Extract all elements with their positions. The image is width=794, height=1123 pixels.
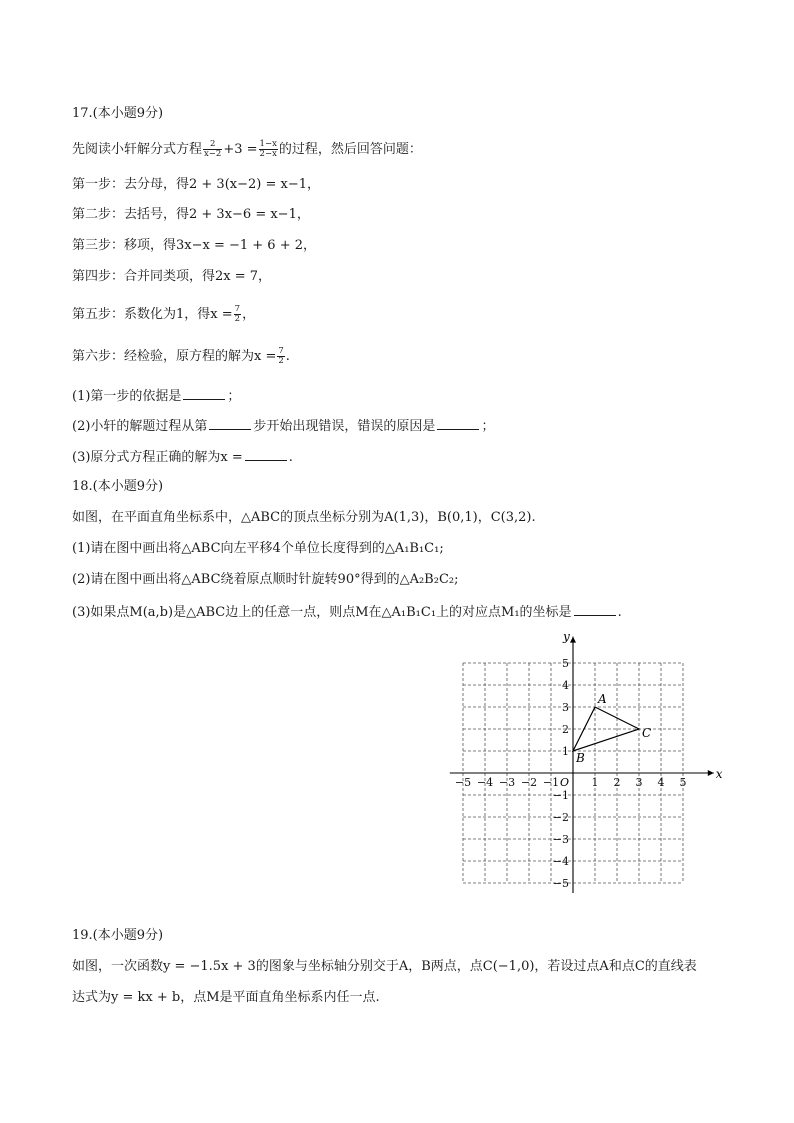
q17-step3: 第三步：移项，得3x−x = −1 + 6 + 2， — [72, 238, 317, 253]
y-tick-label: −2 — [552, 811, 569, 824]
q17-frac1-den: x−2 — [204, 149, 222, 159]
q17-sub3-before: (3)原分式方程正确的解为x = — [72, 450, 243, 465]
q18-sub1: (1)请在图中画出将△ABC向左平移4个单位长度得到的△A₁B₁C₁; — [72, 541, 444, 556]
q17-sub2 — [72, 417, 494, 435]
x-axis-label: x — [715, 767, 723, 781]
x-tick-label: 3 — [635, 776, 643, 789]
q17-step5-before: 第五步：系数化为1，得x = — [72, 307, 233, 322]
q17-step5 — [72, 305, 255, 324]
answer-blank[interactable] — [183, 387, 225, 400]
q18-sub3-after: . — [617, 605, 622, 620]
q17-header: 17.(本小题9分) — [72, 106, 164, 121]
q17-frac1-num: 2 — [203, 140, 222, 150]
q17-step6-num: 7 — [278, 346, 284, 356]
q17-step5-after: ， — [242, 307, 256, 322]
x-tick-label: 2 — [613, 776, 621, 789]
q18-sub2: (2)请在图中画出将△ABC绕着原点顺时针旋转90°得到的△A₂B₂C₂; — [72, 572, 459, 587]
x-tick-label: −1 — [542, 776, 560, 789]
q17-intro-before: 先阅读小轩解分式方程 — [72, 142, 203, 157]
q17-step5-den: 2 — [234, 314, 241, 324]
q17-step5-fraction — [234, 305, 241, 324]
y-axis-label: y — [563, 629, 570, 644]
q19-line2: 达式为y = kx + b，点M是平面直角坐标系内任一点. — [72, 990, 380, 1005]
q17-mid-eq: +3 = — [223, 142, 258, 157]
q17-step6-fraction — [277, 347, 284, 366]
q17-sub3 — [72, 448, 293, 466]
x-tick-label: 1 — [591, 776, 599, 789]
y-tick-label: 5 — [562, 657, 569, 670]
q18-sub3 — [72, 603, 622, 621]
q17-intro-after: 的过程，然后回答问题： — [278, 142, 422, 157]
q17-step2: 第二步：去括号，得2 + 3x−6 = x−1， — [72, 207, 310, 222]
q17-fraction-2 — [259, 140, 278, 159]
y-tick-label: 1 — [562, 745, 569, 758]
q17-sub2-after: ； — [481, 419, 495, 434]
q17-fraction-1 — [203, 140, 222, 159]
y-axis-arrow — [570, 637, 576, 643]
q18-header: 18.(本小题9分) — [72, 479, 164, 494]
q19-line1: 如图，一次函数y = −1.5x + 3的图象与坐标轴分别交于A，B两点，点C(−1,0)，若设过点A和点C的直线表 — [72, 959, 697, 974]
q17-frac2-den: 2−x — [259, 149, 277, 159]
q17-sub2-mid: 步开始出现错误，错误的原因是 — [253, 419, 436, 434]
y-tick-label: 3 — [562, 701, 569, 714]
x-tick-label: −5 — [454, 776, 472, 789]
coordinate-grid-figure — [440, 625, 730, 893]
point-label-a: A — [598, 692, 607, 706]
x-tick-label: 5 — [679, 776, 687, 789]
q17-step1: 第一步：去分母，得2 + 3(x−2) = x−1， — [72, 177, 320, 192]
point-label-b: B — [576, 751, 585, 765]
y-tick-label: 4 — [562, 679, 569, 692]
answer-blank[interactable] — [574, 603, 616, 616]
answer-blank[interactable] — [209, 417, 251, 430]
y-tick-label: 2 — [562, 723, 569, 736]
point-labels — [575, 692, 651, 765]
q17-sub1-after: ； — [227, 389, 241, 404]
origin-label: O — [560, 776, 570, 789]
y-tick-label: −1 — [552, 789, 569, 802]
x-tick-label: −4 — [476, 776, 494, 789]
answer-blank[interactable] — [245, 448, 287, 461]
point-label-c: C — [642, 726, 652, 740]
q17-sub3-after: . — [288, 450, 293, 465]
q17-step6 — [72, 347, 290, 366]
q17-frac2-num: 1−x — [259, 139, 277, 149]
y-tick-label: −5 — [552, 877, 569, 890]
q19-header: 19.(本小题9分) — [72, 928, 164, 943]
q17-sub1-before: (1)第一步的依据是 — [72, 389, 182, 404]
q17-sub2-before: (2)小轩的解题过程从第 — [72, 419, 208, 434]
q18-intro: 如图，在平面直角坐标系中，△ABC的顶点坐标分别为A(1,3)，B(0,1)，C(3,2). — [72, 510, 536, 525]
x-tick-label: 4 — [657, 776, 665, 789]
x-axis-arrow — [708, 770, 714, 776]
x-tick-label: −2 — [520, 776, 538, 789]
q17-step6-before: 第六步：经检验，原方程的解为x = — [72, 349, 277, 364]
answer-blank[interactable] — [437, 417, 479, 430]
q17-step5-num: 7 — [234, 304, 241, 314]
q18-sub3-before: (3)如果点M(a,b)是△ABC边上的任意一点，则点M在△A₁B₁C₁上的对应点M₁的坐标是 — [72, 605, 572, 620]
y-tick-label: −4 — [552, 855, 569, 868]
q17-step6-den: 2 — [278, 356, 284, 366]
y-tick-label: −3 — [552, 833, 569, 846]
x-tick-label: −3 — [498, 776, 516, 789]
q17-step6-after: . — [285, 349, 290, 364]
q17-intro — [72, 140, 422, 159]
axes — [450, 630, 723, 893]
q17-sub1 — [72, 387, 240, 405]
q17-step4: 第四步：合并同类项，得2x = 7， — [72, 269, 272, 284]
